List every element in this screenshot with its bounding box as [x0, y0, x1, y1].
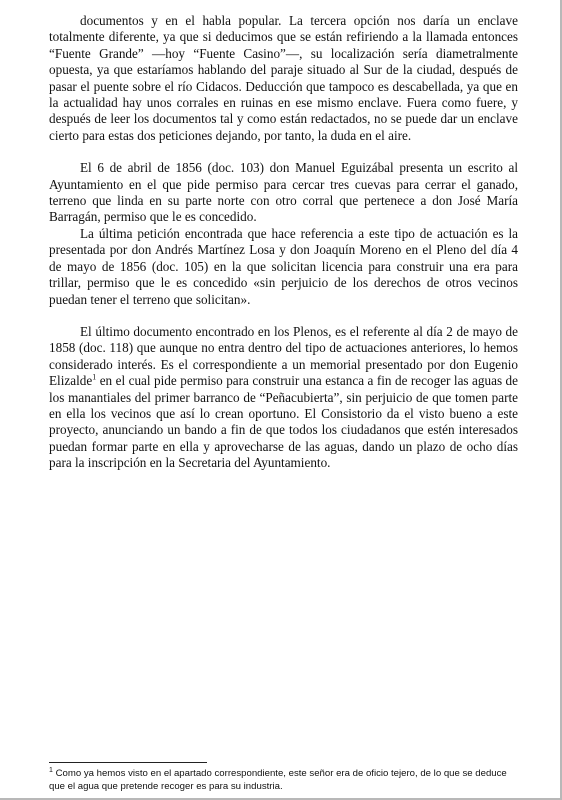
paragraph-2: El 6 de abril de 1856 (doc. 103) don Manuel Eguizábal presenta un escrito al Ayuntamiento en el que pide permiso para cercar tres cuevas para cerrar el ganado, terreno que linda en su parte norte con otro corral que pertenece a don José María Barragán, permiso que le es concedido. [49, 160, 518, 225]
paragraph-3: La última petición encontrada que hace referencia a este tipo de actuación es la presentada por don Andrés Martínez Losa y don Joaquín Moreno en el Pleno del día 4 de mayo de 1856 (doc. 105) en la que solicitan licencia para construir una era para trillar, permiso que le es concedido «sin perjuicio de los derechos de otros vecinos puedan tener el terreno que solicitan». [49, 225, 518, 307]
paragraph-4-start: El último documento encontrado en los Plenos, es el referente al día 2 de mayo de 1858 (doc. 118) que aunque no entra dentro del tipo de actuaciones anteriores, lo hemos considerado interés. Es el correspondiente a un memorial presentado por don Eugenio Elizalde [49, 323, 518, 389]
body-text [49, 13, 518, 472]
paragraph-4-end: en el cual pide permiso para construir una estanca a fin de recoger las aguas de los manantiales del primer barranco de “Peñacubierta”, sin perjuicio de que tomen parte en ella los vecinos que así lo crean oportuno. El Consistorio da el visto bueno a este proyecto, anunciando un bando a fin de que todos los ciudadanos que estén interesados puedan formar parte en ella y aprovecharse de las aguas, dando un plazo de ocho días para la inscripción en la Secretaria del Ayuntamiento. [49, 373, 518, 471]
footnote [49, 767, 518, 793]
footnote-reference[interactable]: 1 [92, 372, 97, 382]
paragraph-1: documentos y en el habla popular. La tercera opción nos daría un enclave totalmente diferente, ya que si deducimos que se están refiriendo a la llamada entonces “Fuente Grande” —hoy “Fuente Casino”—, su localización sería diametralmente opuesta, ya que estaríamos hablando del paraje situado al Sur de la ciudad, después de pasar el puente sobre el río Cidacos. Deducción que tampoco es descabellada, ya que en la actualidad hay unos corrales en ruinas en ese mismo enclave. Fuera como fuere, y después de leer los documentos tal y como están redactados, no se puede dar un enclave cierto para estas dos peticiones dejando, por tanto, la duda en el aire. [49, 13, 518, 143]
footnote-separator [49, 762, 207, 763]
footnote-number: 1 [49, 766, 53, 774]
footnote-text: Como ya hemos visto en el apartado correspondiente, este señor era de oficio tejero, de lo que se deduce que el agua que pretende recoger es para su industria. [49, 768, 507, 792]
paragraph-4 [49, 324, 518, 472]
